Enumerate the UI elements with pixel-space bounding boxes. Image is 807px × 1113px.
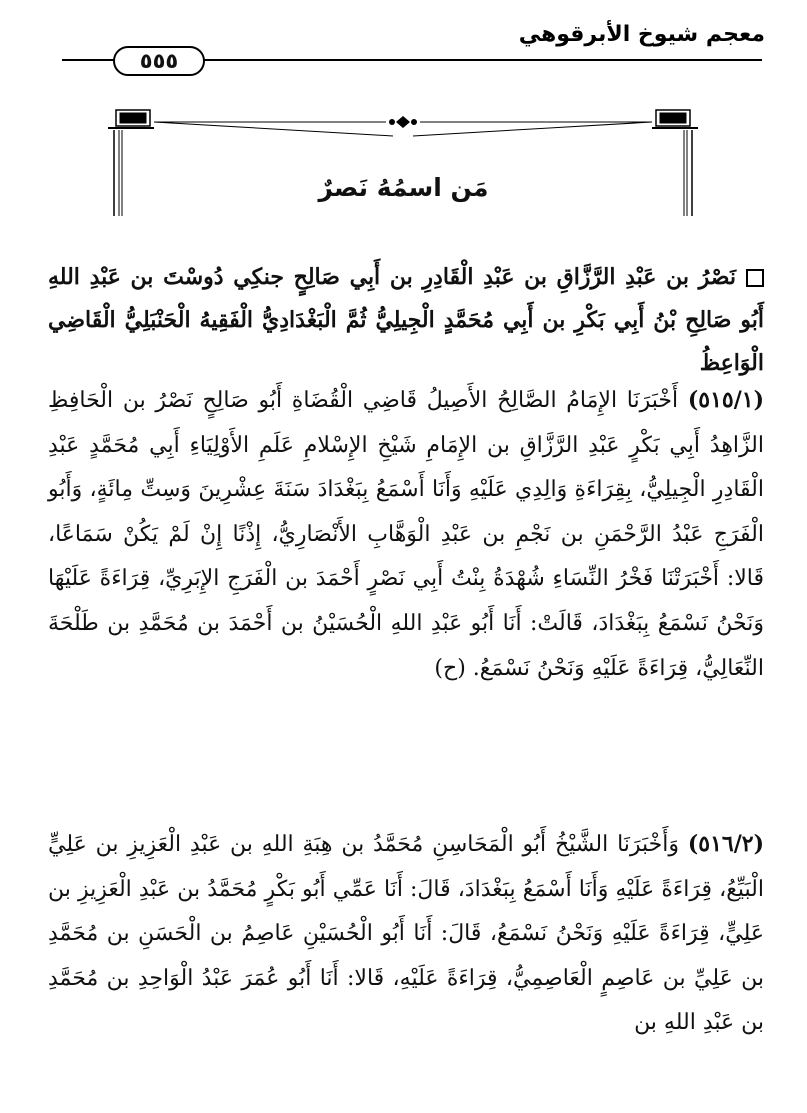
hadith-paragraph-515 [48,378,764,691]
entry-heading [48,256,764,385]
hadith-number: (٥١٥/١) [687,387,764,413]
book-title: معجم شيوخ الأبرقوهي [518,22,765,47]
center-ornament-icon [389,116,417,128]
hadith-text: أَخْبَرَنَا الإِمَامُ الصَّالِحُ الأَصِيلُ قَاضِي الْقُضَاةِ أَبُو صَالِحٍ نَصْرُ بن الْحَافِظِ الزَّاهِدُ أَبِي بَكْرٍ عَبْدِ الرَّزَّاقِ بن الإِمَامِ شَيْخِ الإِسْلامِ عَلَمِ الأَوْلِيَاءِ أَبِي مُحَمَّدٍ عَبْدِ الْقَادِرِ الْجِيلِيُّ، بِقِرَاءَةِ وَالِدِي عَلَيْهِ وَأَنَا أَسْمَعُ بِبَغْدَادَ سَنَةَ عِشْرِينَ وَسِتِّ مِائَةٍ، وَأَبُو الْفَرَجِ عَبْدُ الرَّحْمَنِ بن نَجْمِ بن عَبْدِ الْوَهَّابِ الأَنْصَارِيُّ، إِذْنًا إِنْ لَمْ يَكُنْ سَمَاعًا، قَالا: أَخْبَرَتْنَا فَخْرُ النِّسَاءِ شُهْدَةُ بِنْتُ أَبِي نَصْرٍ أَحْمَدَ بن الْفَرَجِ الإِبَرِيِّ، قِرَاءَةً عَلَيْهَا وَنَحْنُ نَسْمَعُ بِبَغْدَادَ، قَالَتْ: أَنَا أَبُو عَبْدِ اللهِ الْحُسَيْنُ بن أَحْمَدَ بن مُحَمَّدِ بن طَلْحَةَ النِّعَالِيُّ، قِرَاءَةً عَلَيْهِ وَنَحْنُ نَسْمَعُ. (ح) [48,388,764,681]
hadith-paragraph-516 [48,822,764,1046]
hadith-text: وَأَخْبَرَنَا الشَّيْخُ أَبُو الْمَحَاسِنِ مُحَمَّدُ بن هِبَةِ اللهِ بن عَبْدِ الْعَزِيزِ بن عَلِيٍّ الْبَيِّعُ، قِرَاءَةً عَلَيْهِ وَأَنَا أَسْمَعُ بِبَغْدَادَ، قَالَ: أَنَا عَمِّي أَبُو بَكْرٍ مُحَمَّدُ بن عَبْدِ الْعَزِيزِ بن عَلِيٍّ، قِرَاءَةً عَلَيْهِ وَنَحْنُ نَسْمَعُ، قَالَ: أَنَا أَبُو الْحُسَيْنِ عَاصِمُ بن الْحَسَنِ بن مُحَمَّدِ بن عَلِيِّ بن عَاصِمٍ الْعَاصِمِيُّ، قِرَاءَةً عَلَيْهِ، قَالا: أَنَا أَبُو عُمَرَ عَبْدُ الْوَاحِدِ بن مُحَمَّدِ بن عَبْدِ اللهِ بن [48,832,764,1036]
hadith-number: (٥١٦/٢) [687,831,764,857]
entry-marker-icon [746,269,764,287]
section-title: مَن اسمُهُ نَصرٌ [318,173,489,202]
entry-text: نَصْرُ بن عَبْدِ الرَّزَّاقِ بن عَبْدِ الْقَادِرِ بن أَبِي صَالِحٍ جنكِي دُوسْتَ بن عَبْدِ اللهِ أَبُو صَالِحِ بْنُ أَبِي بَكْرِ بن أَبِي مُحَمَّدٍ الْجِيلِيُّ ثُمَّ الْبَغْدَادِيُّ الْفَقِيهُ الْحَنْبَلِيُّ الْقَاضِي الْوَاعِظُ [48,264,764,376]
page-number: ٥٥٥ [113,46,205,76]
